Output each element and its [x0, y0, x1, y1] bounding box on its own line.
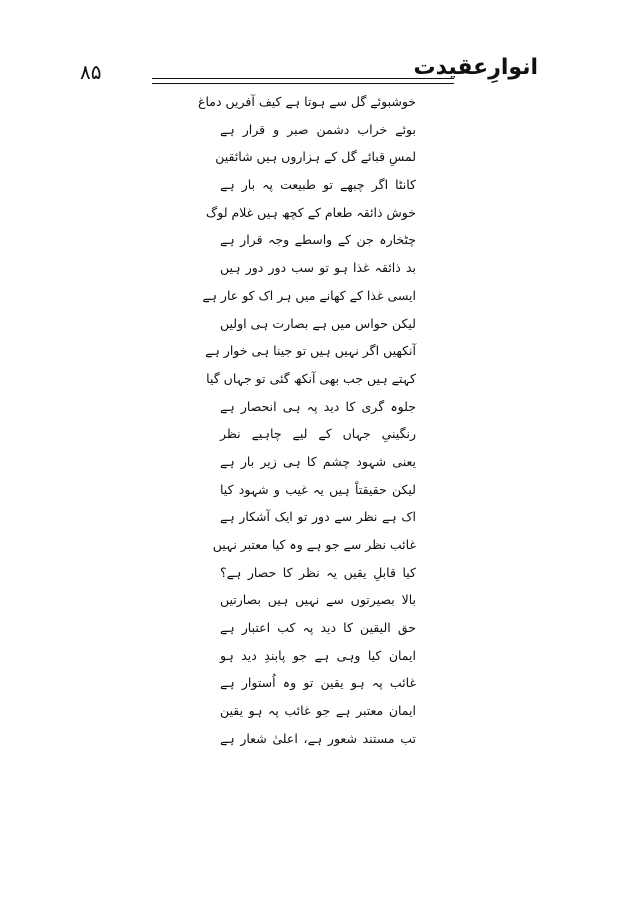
poem-line: رنگینیِ جہاں کے لیے چاہیے نظر	[220, 426, 416, 442]
running-head: انوارِعقیدت	[413, 55, 538, 80]
poem-line: تب مستند شعور ہے، اعلیٰ شعار ہے	[220, 730, 416, 746]
poem-line: کہتے ہیں جب بھی آنکھ گئی تو جہاں گیا	[206, 370, 416, 386]
poem-line: ایمان کیا وہی ہے جو پابندِ دید ہو	[220, 647, 416, 663]
poem-line: ایسی غذا کے کھانے میں ہر اک کو عار ہے	[202, 287, 416, 303]
poem-line: ایمان معتبر ہے جو غائب پہ ہو یقین	[220, 703, 416, 719]
poem-line: غائب پہ ہو یقین تو وہ اُستوار ہے	[220, 675, 416, 691]
poem-line: حق الیقین کا دید پہ کب اعتبار ہے	[220, 620, 416, 636]
header-rule-top	[152, 78, 454, 79]
header-rule-bottom	[152, 83, 454, 84]
poem-line: لیکن حقیقتاً ہیں یہ غیب و شہود کیا	[220, 481, 416, 497]
poem-line: چٹخارہ جن کے واسطے وجہ قرار ہے	[220, 232, 416, 248]
poem-line: خوش ذائقہ طعام کے کچھ ہیں غلام لوگ	[206, 204, 416, 220]
poem-line: بالا بصیرتوں سے نہیں ہیں بصارتیں	[220, 592, 416, 608]
poem-line: آنکھیں اگر نہیں ہیں تو جینا ہی خوار ہے	[205, 343, 416, 359]
poem-line: خوشبوئے گل سے ہوتا ہے کیف آفریں دماغ	[198, 94, 416, 109]
poem-line: جلوہ گری کا دید پہ ہی انحصار ہے	[220, 398, 416, 414]
poem-line: لمسِ قبائے گل کے ہزاروں ہیں شائقین	[215, 149, 416, 165]
page-number: ۸۵	[80, 60, 102, 84]
poem-line: لیکن حواس میں ہے بصارت ہی اولیں	[220, 315, 416, 331]
poem-line: یعنی شہود چشم کا ہی زیر بار ہے	[220, 453, 416, 469]
poem-line: کانٹا اگر چبھے تو طبیعت پہ بار ہے	[220, 177, 416, 193]
poem-line: اک ہے نظر سے دور تو ایک آشکار ہے	[220, 509, 416, 525]
poem-line: بد ذائقہ غذا ہو تو سب دور دور ہیں	[220, 260, 416, 276]
poem-column	[198, 88, 416, 753]
poem-line: بوئے خراب دشمن صبر و قرار ہے	[220, 121, 416, 137]
poem-line: کیا قابلِ یقیں یہ نظر کا حصار ہے؟	[220, 564, 416, 580]
poem-line: غائب نظر سے جو ہے وہ کیا معتبر نہیں	[212, 537, 416, 552]
